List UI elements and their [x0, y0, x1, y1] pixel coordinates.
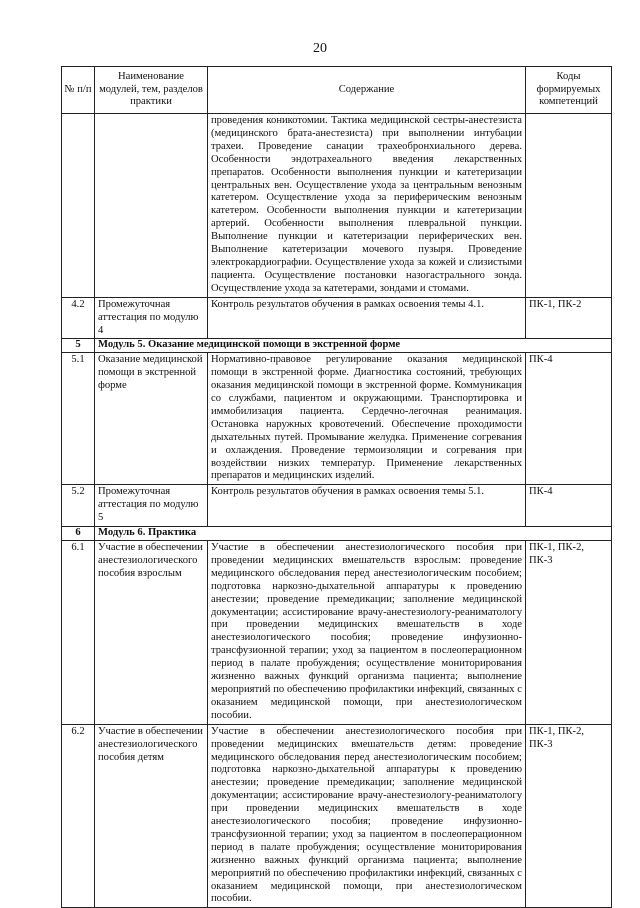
- cell-content: Контроль результатов обучения в рамках освоения темы 4.1.: [208, 297, 526, 339]
- module-row: [62, 339, 612, 353]
- cell-codes: ПК-1, ПК-2, ПК-3: [526, 541, 612, 725]
- cell-content: Участие в обеспечении анестезиологического пособия при проведении медицинских вмешательств детям: проведение медицинского обследования перед анестезиологическим пособием; подготовка наркозно-дыхательной аппаратуры к проведению анестезии; проведение премедикации; заполнение медицинской документации; ассистирование врачу-анестезиологу-реаниматологу при проведении медицинских вмешательств в ходе анестезиологического пособия; проведение инфузионно-трансфузионной терапии; уход за пациентом в послеоперационном период в палате пробуждения; осуществление мониторирования жизненно важных функций организма пациента; выполнение мероприятий по обеспечению профилактики инфекций, связанных с оказанием медицинской помощи, при анестезиологическом пособии.: [208, 724, 526, 908]
- module-row: [62, 527, 612, 541]
- cell-codes: ПК-1, ПК-2: [526, 297, 612, 339]
- cell-codes: ПК-1, ПК-2, ПК-3: [526, 724, 612, 908]
- curriculum-table: [61, 66, 612, 908]
- table-row: [62, 297, 612, 339]
- module-title: Модуль 6. Практика: [95, 527, 612, 541]
- module-title: Модуль 5. Оказание медицинской помощи в экстренной форме: [95, 339, 612, 353]
- cell-codes: [526, 114, 612, 298]
- cell-num: 4.2: [62, 297, 95, 339]
- header-content: Содержание: [208, 67, 526, 114]
- cell-name: Оказание медицинской помощи в экстренной форме: [95, 353, 208, 485]
- cell-name: Участие в обеспечении анестезиологического пособия взрослым: [95, 541, 208, 725]
- cell-num: 5.2: [62, 485, 95, 527]
- cell-num: 5.1: [62, 353, 95, 485]
- cell-num: [62, 114, 95, 298]
- cell-codes: ПК-4: [526, 353, 612, 485]
- table-row: [62, 541, 612, 725]
- cell-name: Промежуточная аттестация по модулю 4: [95, 297, 208, 339]
- cell-name: Участие в обеспечении анестезиологического пособия детям: [95, 724, 208, 908]
- cell-name: [95, 114, 208, 298]
- cell-codes: ПК-4: [526, 485, 612, 527]
- module-num: 6: [62, 527, 95, 541]
- table-row: [62, 353, 612, 485]
- cell-content: Контроль результатов обучения в рамках освоения темы 5.1.: [208, 485, 526, 527]
- cell-content: Участие в обеспечении анестезиологического пособия при проведении медицинских вмешательств взрослым: проведение медицинского обследования перед анестезиологическим пособием; подготовка наркозно-дыхательной аппаратуры к проведению анестезии; проведение премедикации; заполнение медицинской документации; ассистирование врачу-анестезиологу-реаниматологу при проведении медицинских вмешательств в ходе анестезиологического пособия; проведение инфузионно-трансфузионной терапии; уход за пациентом в послеоперационном период в палате пробуждения; осуществление мониторирования жизненно важных функций организма пациента; выполнение мероприятий по обеспечению профилактики инфекций, связанных с оказанием медицинской помощи, при анестезиологическом пособии.: [208, 541, 526, 725]
- cell-content: Нормативно-правовое регулирование оказания медицинской помощи в экстренной форме. Диагностика состояний, требующих оказания медицинской помощи в экстренной форме. Коммуникация со службами, пациентом и окружающими. Транспортировка и иммобилизация пациента. Сердечно-легочная реанимация. Остановка наружных кровотечений. Обеспечение проходимости дыхательных путей. Промывание желудка. Применение согревания и охлаждения. Проведение термоизоляции и согревания при воздействии низких температур. Применение лекарственных препаратов и медицинских изделий.: [208, 353, 526, 485]
- cell-name: Промежуточная аттестация по модулю 5: [95, 485, 208, 527]
- cell-num: 6.1: [62, 541, 95, 725]
- module-num: 5: [62, 339, 95, 353]
- table-row-continuation: [62, 114, 612, 298]
- table-row: [62, 485, 612, 527]
- page-number: 20: [313, 41, 327, 56]
- table-header-row: [62, 67, 612, 114]
- table-row: [62, 724, 612, 908]
- header-name: Наименование модулей, тем, разделов практики: [95, 67, 208, 114]
- cell-num: 6.2: [62, 724, 95, 908]
- header-num: № п/п: [62, 67, 95, 114]
- cell-content: проведения коникотомии. Тактика медицинской сестры-анестезиста (медицинского брата-анестезиста) при выполнении интубации трахеи. Проведение санации трахеобронхиального дерева. Особенности эндотрахеального введения лекарственных препаратов. Особенности выполнения пункции и катетеризации центральных вен. Осуществление ухода за центральным венозным катетером. Осуществление ухода за периферическим венозным катетером. Особенности выполнения пункции и катетеризации артерий. Особенности выполнения плевральной пункции. Выполнение пункции и катетеризации периферических вен. Выполнение катетеризации мочевого пузыря. Проведение электрокардиографии. Осуществление ухода за кожей и слизистыми пациента. Осуществление постановки назогастрального зонда. Осуществление ухода за катетерами, зондами и стомами.: [208, 114, 526, 298]
- header-codes: Коды формируемых компетенций: [526, 67, 612, 114]
